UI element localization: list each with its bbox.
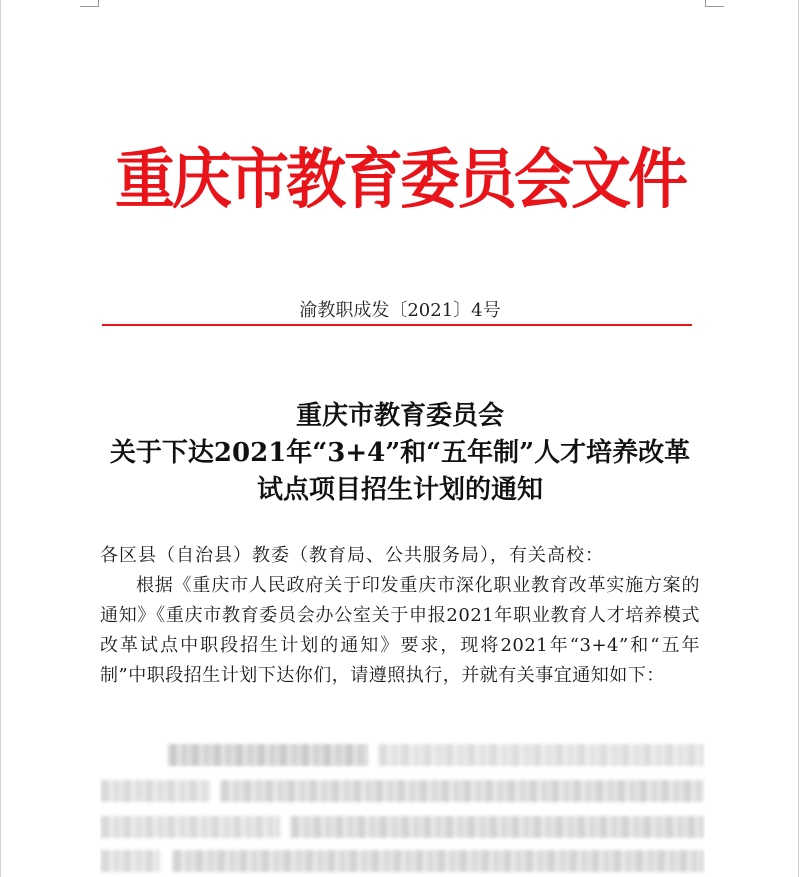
blurred-line (100, 816, 705, 838)
blurred-segment (172, 850, 704, 872)
blurred-segment (168, 744, 368, 766)
body-paragraph: 根据《重庆市人民政府关于印发重庆市深化职业教育改革实施方案的通知》《重庆市教育委员会办公室关于申报2021年职业教育人才培养模式改革试点中职段招生计划的通知》要求，现将2021年“3+4”和“五年制”中职段招生计划下达你们，请遵照执行，并就有关事宜通知如下： (100, 575, 700, 686)
notice-title (0, 398, 800, 509)
blurred-line (100, 850, 705, 872)
blurred-segment (220, 780, 704, 802)
blurred-segment (100, 780, 210, 802)
letterhead-title: 重庆市教育委员会文件 (115, 142, 685, 218)
blurred-segment (378, 744, 704, 766)
document-number: 渝教职成发〔2021〕4号 (299, 300, 501, 321)
red-separator-line (102, 324, 692, 326)
blurred-segment (290, 816, 704, 838)
blurred-segment (100, 816, 280, 838)
notice-title-line-1: 重庆市教育委员会 (295, 401, 504, 431)
blurred-content (100, 738, 705, 877)
notice-title-line-2: 关于下达2021年“3+4”和“五年制”人才培养改革 (109, 438, 691, 468)
notice-title-line-3: 试点项目招生计划的通知 (256, 475, 543, 505)
blurred-line (100, 780, 705, 802)
blurred-segment (100, 850, 160, 872)
salutation: 各区县（自治县）教委（教育局、公共服务局），有关高校： (100, 545, 604, 566)
blurred-line (100, 744, 705, 766)
margin-corner-mark-right (705, 0, 724, 7)
notice-body (100, 541, 700, 691)
margin-corner-mark-left (80, 0, 99, 7)
